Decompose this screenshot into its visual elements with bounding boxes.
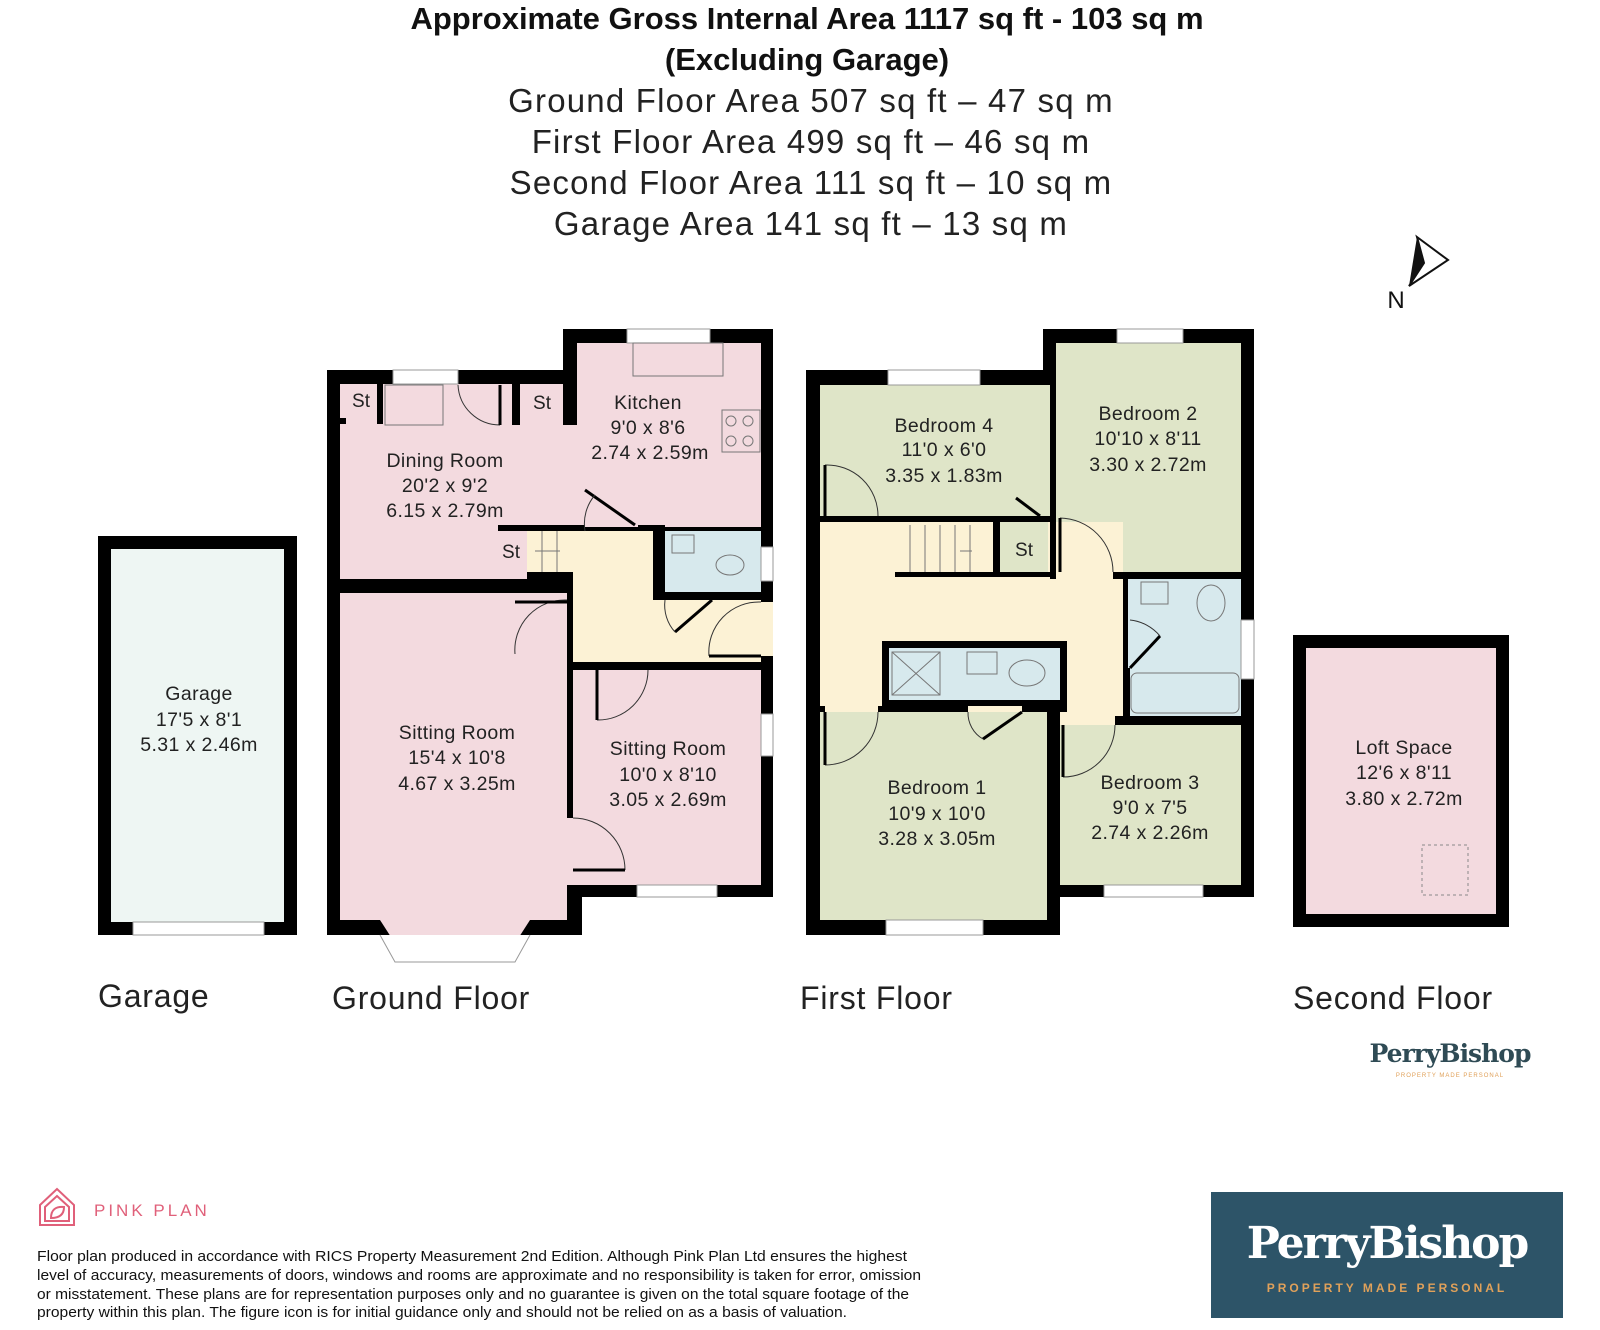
floor-label-ground: Ground Floor [332,980,531,1016]
room-size-imperial: 12'6 x 8'11 [1355,762,1453,784]
storage-label: St [502,542,520,563]
gross-area-note: (Excluding Garage) [664,42,950,77]
north-arrow-icon [1387,237,1448,314]
room-size-imperial: 15'4 x 10'8 [408,747,506,769]
room-name: Kitchen [614,392,682,414]
pink-plan-logo [40,1189,210,1225]
room-size-imperial: 9'0 x 7'5 [1112,797,1188,819]
room-name: Garage [165,683,233,705]
room-sitting-room-1 [398,722,516,795]
room-size-metric: 3.35 x 1.83m [885,465,1003,487]
storage-label: St [1015,540,1033,561]
second-floor-area: Second Floor Area 111 sq ft – 10 sq m [509,164,1113,201]
second-floor-plan [1293,635,1509,927]
room-name: Sitting Room [609,738,727,760]
storage-label: St [533,393,551,414]
room-loft-space [1345,737,1463,810]
garage-area: Garage Area 141 sq ft – 13 sq m [553,205,1069,242]
room-dining-room [386,450,504,522]
room-size-imperial: 11'0 x 6'0 [901,439,987,461]
room-bedroom-2 [1089,403,1207,476]
disclaimer-line: level of accuracy, measurements of doors, windows and rooms are approximate and no responsibility is taken for error, omission [37,1268,921,1284]
first-floor-plan [806,329,1254,935]
room-name: Loft Space [1355,737,1453,759]
room-name: Bedroom 2 [1098,403,1198,425]
room-size-imperial: 10'10 x 8'11 [1094,428,1202,450]
disclaimer-line: or misstatement. These plans are for representation purposes only and no guarantee is given on the total square footage of the [37,1287,909,1303]
north-label: N [1387,287,1405,314]
gross-area-title: Approximate Gross Internal Area 1117 sq ft - 103 sq m [410,1,1204,36]
disclaimer-line: Floor plan produced in accordance with RICS Property Measurement 2nd Edition. Although Pink Plan Ltd ensures the highest [37,1249,908,1265]
room-size-metric: 5.31 x 2.46m [140,734,258,756]
room-size-metric: 4.67 x 3.25m [398,773,516,795]
room-name: Bedroom 1 [887,777,987,799]
room-name: Dining Room [386,450,504,472]
area-summary [410,1,1203,242]
ground-floor-plan [327,329,773,962]
room-sitting-room-2 [609,738,727,811]
room-size-metric: 3.05 x 2.69m [609,789,727,811]
room-name: Bedroom 3 [1100,772,1200,794]
room-size-metric: 3.28 x 3.05m [878,828,996,850]
agent-logo-small [1370,1039,1531,1079]
storage-label: St [352,391,370,412]
room-size-metric: 6.15 x 2.79m [386,500,504,522]
room-size-metric: 2.74 x 2.59m [591,442,709,464]
floor-label-garage: Garage [98,978,210,1014]
first-floor-area: First Floor Area 499 sq ft – 46 sq m [531,123,1091,160]
disclaimer-line: property within this plan. The figure icon is for initial guidance only and should not be relied on as a basis of valuation. [37,1305,848,1321]
agent-logo-box [1211,1192,1563,1318]
room-size-imperial: 20'2 x 9'2 [401,475,489,497]
room-size-metric: 3.30 x 2.72m [1089,454,1207,476]
agent-tagline: PROPERTY MADE PERSONAL [1266,1281,1508,1295]
agent-name: PerryBishop [1246,1218,1528,1269]
agent-tagline: PROPERTY MADE PERSONAL [1395,1073,1505,1079]
room-name: Sitting Room [398,722,516,744]
pink-plan-name: PINK PLAN [94,1201,210,1220]
room-size-imperial: 10'0 x 8'10 [619,764,717,786]
room-bedroom-1 [878,777,996,850]
room-bedroom-4 [885,415,1003,487]
floor-label-first: First Floor [800,980,953,1016]
room-size-imperial: 17'5 x 8'1 [155,709,243,731]
room-size-metric: 2.74 x 2.26m [1091,822,1209,844]
room-size-imperial: 9'0 x 8'6 [610,417,686,439]
floor-labels [98,978,1493,1016]
garage-plan [98,536,297,935]
house-logo-icon [40,1189,74,1225]
agent-name: PerryBishop [1369,1039,1531,1068]
room-size-metric: 3.80 x 2.72m [1345,788,1463,810]
room-name: Bedroom 4 [894,415,994,437]
disclaimer [37,1249,921,1321]
room-size-imperial: 10'9 x 10'0 [888,803,986,825]
ground-floor-area: Ground Floor Area 507 sq ft – 47 sq m [508,82,1114,119]
floor-label-second: Second Floor [1293,980,1493,1016]
